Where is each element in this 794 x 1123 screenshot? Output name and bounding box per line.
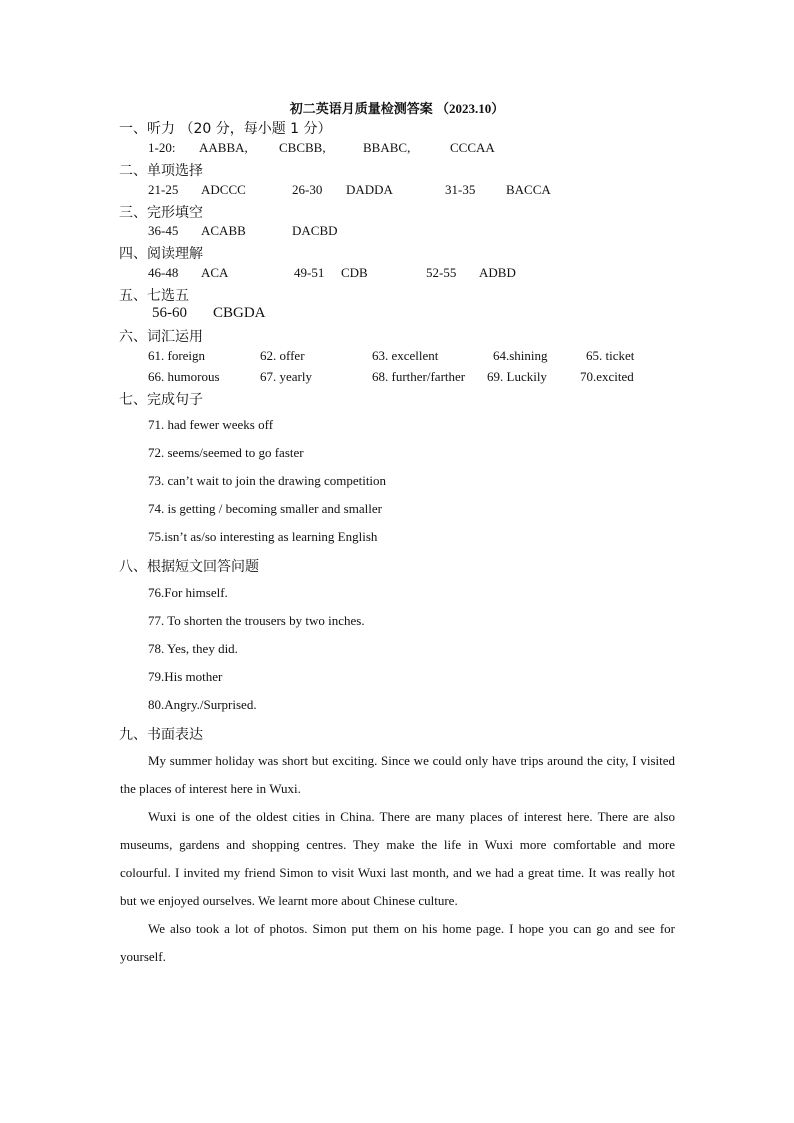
vocab-item: 64.shining	[493, 348, 548, 363]
answer-group: DACBD	[292, 223, 338, 238]
answer-range: 36-45	[148, 223, 179, 238]
answer-group: CBGDA	[213, 305, 266, 321]
answer-group: ADCCC	[201, 182, 246, 197]
section-heading-questions: 八、根据短文回答问题	[119, 559, 259, 575]
answer-range: 49-51	[294, 265, 325, 280]
vocab-item: 68. further/farther	[372, 369, 466, 384]
section-heading-vocab: 六、词汇运用	[119, 329, 203, 345]
sentence-item: 73. can’t wait to join the drawing competition	[148, 473, 387, 488]
answer-range: 56-60	[152, 305, 187, 321]
vocab-item: 61. foreign	[148, 348, 206, 363]
answer-range: 46-48	[148, 265, 179, 280]
essay-paragraph: My summer holiday was short but exciting. Since we could only have trips around the city, I visited the places of interest here in Wuxi.	[120, 753, 675, 796]
answer-range: 21-25	[148, 182, 179, 197]
essay-paragraph: Wuxi is one of the oldest cities in China. There are many places of interest here. There are also museums, gardens and shopping centres. They make the life in Wuxi more comfortable and more colourful. I invited my friend Simon to visit Wuxi last month, and we had a great time. It was really hot but we enjoyed ourselves. We learnt more about Chinese culture.	[120, 809, 675, 908]
page-title: 初二英语月质量检测答案 （2023.10）	[289, 101, 505, 116]
section-heading-listening: 一、听力 （20 分，每小题 1 分）	[119, 121, 332, 137]
vocab-item: 65. ticket	[586, 348, 635, 363]
section-heading-seven-five: 五、七选五	[119, 288, 189, 304]
answer-group: BBABC,	[363, 140, 411, 155]
answer-item: 76.For himself.	[148, 585, 228, 600]
section-heading-cloze: 三、完形填空	[119, 205, 203, 221]
answer-group: CDB	[341, 265, 368, 280]
answer-group: ADBD	[479, 265, 516, 280]
vocab-item: 63. excellent	[372, 348, 439, 363]
section-heading-reading: 四、阅读理解	[119, 246, 203, 262]
answer-item: 77. To shorten the trousers by two inches.	[148, 613, 365, 628]
vocab-item: 62. offer	[260, 348, 305, 363]
vocab-item: 67. yearly	[260, 369, 312, 384]
answer-item: 80.Angry./Surprised.	[148, 697, 257, 712]
section-heading-single-choice: 二、单项选择	[119, 163, 203, 179]
answer-group: CBCBB,	[279, 140, 326, 155]
essay-paragraph: We also took a lot of photos. Simon put them on his home page. I hope you can go and see for yourself.	[120, 921, 675, 964]
sentence-item: 74. is getting / becoming smaller and smaller	[148, 501, 382, 516]
answer-group: ACABB	[201, 223, 246, 238]
answer-group: CCCAA	[450, 140, 495, 155]
sentence-item: 71. had fewer weeks off	[148, 417, 274, 432]
answer-group: BACCA	[506, 182, 551, 197]
answer-item: 78. Yes, they did.	[148, 641, 238, 656]
section-heading-writing: 九、书面表达	[119, 727, 203, 743]
answer-group: DADDA	[346, 182, 393, 197]
answer-group: AABBA,	[199, 140, 248, 155]
sentence-item: 75.isn’t as/so interesting as learning English	[148, 529, 378, 544]
sentence-item: 72. seems/seemed to go faster	[148, 445, 304, 460]
answer-range: 1-20:	[148, 140, 176, 155]
answer-item: 79.His mother	[148, 669, 223, 684]
vocab-item: 70.excited	[580, 369, 634, 384]
answer-range: 31-35	[445, 182, 476, 197]
section-heading-sentences: 七、完成句子	[119, 392, 203, 408]
vocab-item: 66. humorous	[148, 369, 220, 384]
vocab-item: 69. Luckily	[487, 369, 547, 384]
answer-group: ACA	[201, 265, 229, 280]
answer-range: 52-55	[426, 265, 457, 280]
answer-range: 26-30	[292, 182, 323, 197]
